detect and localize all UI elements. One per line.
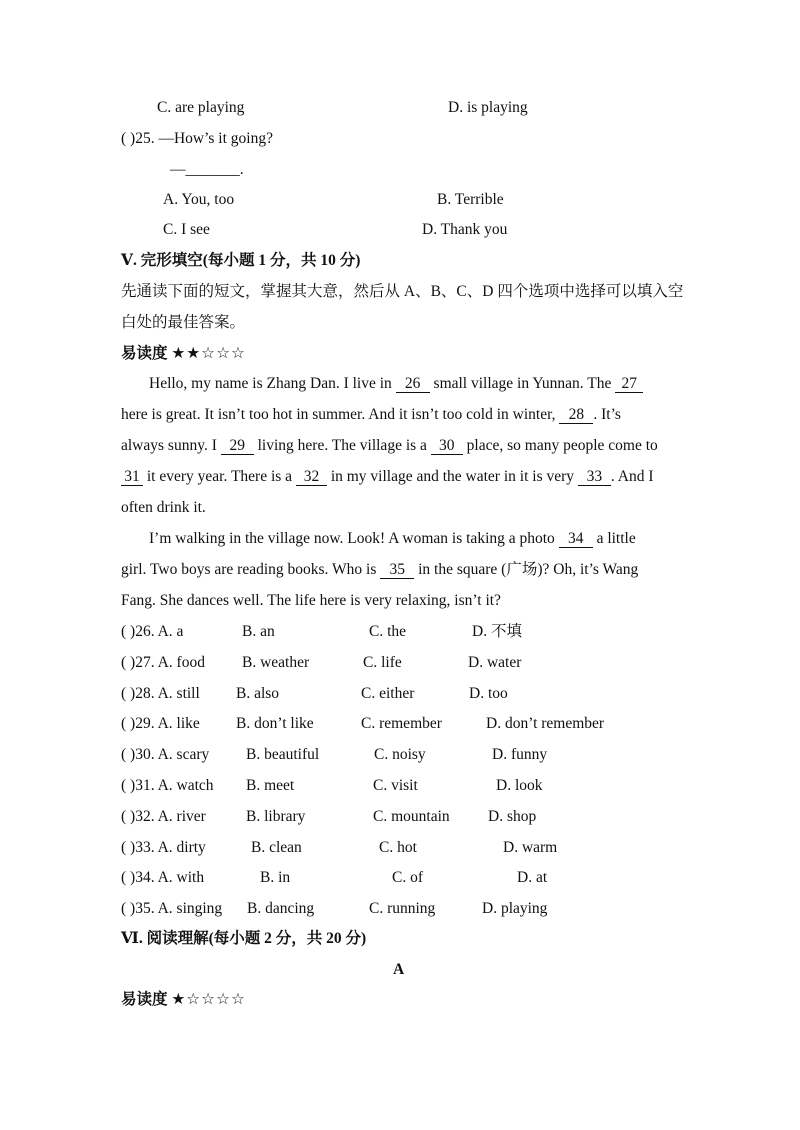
question-28-option-a: ( )28. A. still (121, 684, 200, 702)
question-27-option-d: D. water (468, 653, 522, 671)
section5-difficulty (121, 344, 246, 364)
question-26-option-d: D. 不填 (472, 623, 522, 640)
question-33-option-d: D. warm (503, 838, 558, 856)
difficulty-label: 易读度 (121, 345, 168, 362)
blank-26: 26 (396, 375, 430, 393)
question-30-option-a: ( )30. A. scary (121, 746, 210, 764)
question-34-option-c: C. of (392, 869, 423, 887)
q24-option-d: D. is playing (448, 99, 528, 116)
question-32-option-c: C. mountain (373, 807, 450, 825)
q25-stem: ( )25. —How’s it going? (121, 130, 273, 147)
blank-30: 30 (431, 437, 463, 455)
passage-line-1: Hello, my name is Zhang Dan. I live in 26 small village in Yunnan. The 27 (149, 374, 643, 394)
question-26-option-a: ( )26. A. a (121, 623, 184, 640)
question-34-option-b: B. in (260, 869, 291, 887)
question-30-option-b: B. beautiful (246, 746, 320, 764)
difficulty-label: 易读度 (121, 991, 168, 1008)
blank-28: 28 (559, 406, 593, 424)
passage-line-4: 31 it every year. There is a 32 in my village and the water in it is very 33 . And I (121, 467, 654, 487)
blank-33: 33 (578, 468, 611, 486)
question-31-option-c: C. visit (373, 777, 418, 794)
question-28-option-b: B. also (236, 684, 280, 702)
q25-option-b: B. Terrible (437, 191, 504, 208)
question-29-option-c: C. remember (361, 715, 442, 733)
blank-29: 29 (221, 437, 254, 455)
section5-instruction-2: 白处的最佳答案。 (121, 314, 246, 331)
q24-option-c: C. are playing (157, 99, 245, 116)
blank-31: 31 (121, 468, 143, 486)
question-28-option-c: C. either (361, 684, 415, 702)
question-29-option-d: D. don’t remember (486, 715, 605, 733)
passage-line-6: I’m walking in the village now. Look! A woman is taking a photo 34 a little (149, 530, 636, 547)
question-27-option-c: C. life (363, 653, 402, 671)
question-33-option-b: B. clean (251, 838, 302, 856)
question-29-option-b: B. don’t like (236, 715, 314, 733)
question-32-option-b: B. library (246, 807, 306, 825)
section5-title: Ⅴ. 完形填空(每小题 1 分，共 10 分) (121, 252, 361, 269)
blank-35: 35 (380, 561, 414, 579)
question-26-option-b: B. an (242, 623, 275, 640)
question-27-option-a: ( )27. A. food (121, 653, 205, 671)
question-35-option-b: B. dancing (247, 900, 315, 918)
question-34-option-a: ( )34. A. with (121, 869, 205, 887)
question-33-option-c: C. hot (379, 838, 417, 856)
passage-line-2: here is great. It isn’t too hot in summer. And it isn’t too cold in winter, 28 . It’s (121, 406, 621, 423)
question-30-option-d: D. funny (492, 746, 548, 764)
question-32-option-d: D. shop (488, 807, 537, 825)
question-29-option-a: ( )29. A. like (121, 715, 200, 733)
q25-option-a: A. You, too (163, 191, 235, 208)
question-35-option-d: D. playing (482, 900, 548, 918)
section6-difficulty (121, 990, 246, 1010)
q25-option-c: C. I see (163, 221, 210, 238)
passage-line-3: always sunny. I 29 living here. The village is a 30 place, so many people come to (121, 437, 658, 454)
difficulty-stars: ★★☆☆☆ (171, 345, 246, 362)
question-32-option-a: ( )32. A. river (121, 807, 206, 825)
question-28-option-d: D. too (469, 684, 508, 702)
difficulty-stars: ★☆☆☆☆ (171, 991, 246, 1008)
blank-27: 27 (615, 375, 643, 393)
question-26-option-c: C. the (369, 623, 407, 640)
passage-line-7: girl. Two boys are reading books. Who is 35 in the square (广场)? Oh, it’s Wang (121, 561, 639, 578)
question-31-option-d: D. look (496, 777, 543, 794)
question-33-option-a: ( )33. A. dirty (121, 838, 206, 856)
question-31-option-a: ( )31. A. watch (121, 777, 214, 794)
question-34-option-d: D. at (517, 869, 548, 887)
question-31-option-b: B. meet (246, 777, 295, 794)
section5-instruction-1: 先通读下面的短文，掌握其大意，然后从 A、B、C、D 四个选项中选择可以填入空 (121, 283, 684, 300)
blank-34: 34 (559, 530, 593, 548)
passage-line-5: often drink it. (121, 499, 206, 516)
question-27-option-b: B. weather (242, 653, 310, 671)
question-30-option-c: C. noisy (374, 746, 426, 764)
section6-part-label: A (393, 961, 405, 978)
section6-title: Ⅵ. 阅读理解(每小题 2 分，共 20 分) (121, 930, 367, 947)
blank-32: 32 (296, 468, 327, 486)
q25-option-d: D. Thank you (422, 221, 508, 238)
question-35-option-c: C. running (369, 900, 436, 918)
passage-line-8: Fang. She dances well. The life here is very relaxing, isn’t it? (121, 592, 501, 609)
question-35-option-a: ( )35. A. singing (121, 900, 223, 918)
q25-answer-line: —_______. (170, 161, 244, 178)
